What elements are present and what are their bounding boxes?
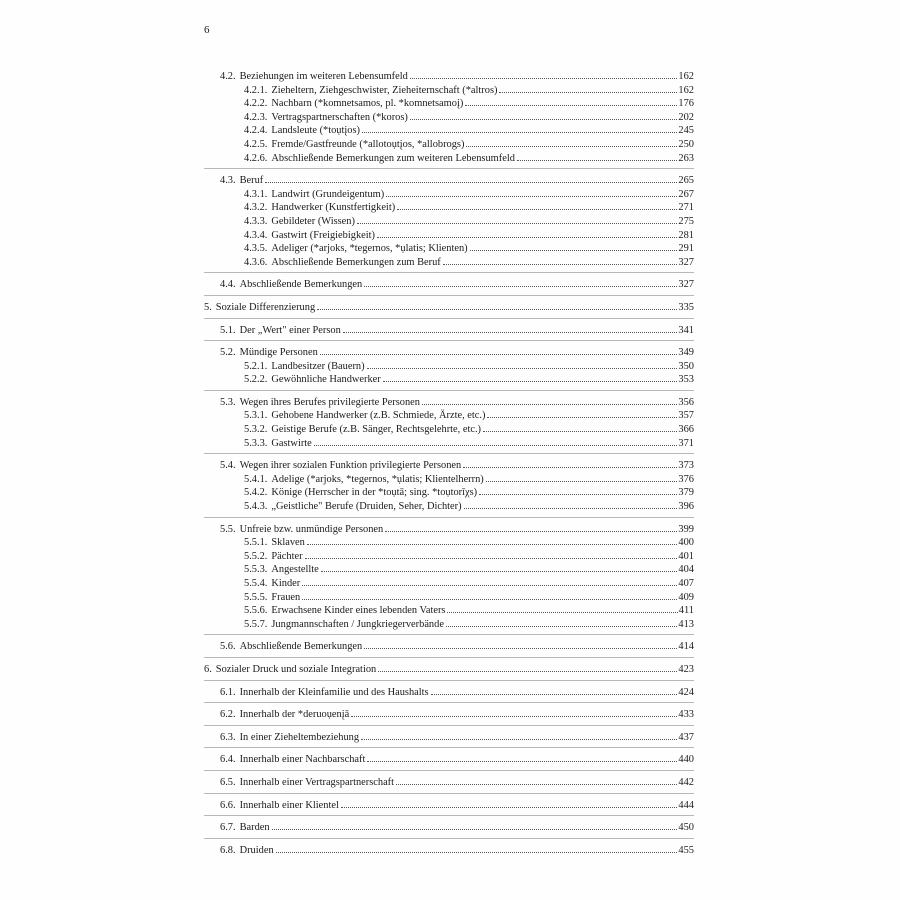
toc-section <box>204 686 694 704</box>
toc-entry-page: 327 <box>678 256 694 268</box>
toc-entry-number: 5.5.7. <box>244 618 268 630</box>
toc-entry-page: 444 <box>678 799 694 811</box>
toc-entry-page: 162 <box>678 84 694 96</box>
dot-leader <box>307 544 678 545</box>
toc-section <box>204 278 694 296</box>
dot-leader <box>302 585 677 586</box>
toc-entry[interactable] <box>204 423 694 437</box>
toc-entry-number: 4.2. <box>220 71 236 82</box>
page-number: 6 <box>204 24 210 36</box>
dot-leader <box>517 160 678 161</box>
toc-entry[interactable] <box>204 152 694 166</box>
toc-entry-number: 5.4. <box>220 460 236 472</box>
toc-entry-title: Gastwirte <box>271 437 312 449</box>
dot-leader <box>364 286 677 287</box>
toc-section <box>204 776 694 794</box>
toc-entry-title: Fremde/Gastfreunde (*allotoụtįos, *allobrogs) <box>271 138 465 150</box>
toc-entry-title: Gewöhnliche Handwerker <box>271 374 381 386</box>
toc-entry-page: 396 <box>678 501 694 513</box>
toc-entry-page: 450 <box>678 822 694 834</box>
toc-entry-page: 414 <box>678 641 694 653</box>
toc-entry-number: 4.3.6. <box>244 256 268 268</box>
toc-entry-page: 373 <box>678 460 694 472</box>
toc-entry-title: Innerhalb der *deruoụenįā <box>239 709 350 721</box>
toc-entry-title: Innerhalb einer Klientel <box>239 799 339 811</box>
toc-entry[interactable] <box>204 536 694 550</box>
dot-leader <box>410 78 678 79</box>
toc-section <box>204 821 694 839</box>
toc-entry-number: 5.1. <box>220 324 236 336</box>
toc-entry-number: 5.2.1. <box>244 360 268 372</box>
toc-entry-number: 6.6. <box>220 799 236 811</box>
toc-entry-number: 5.5.3. <box>244 564 268 576</box>
toc-entry[interactable] <box>204 409 694 423</box>
dot-leader <box>463 467 677 468</box>
toc-entry-page: 371 <box>678 437 694 449</box>
toc-entry-page: 350 <box>678 360 694 372</box>
toc-entry-title: Der „Wert" einer Person <box>239 324 341 336</box>
toc-entry-page: 176 <box>678 98 694 110</box>
toc-entry-title: Wegen ihrer sozialen Funktion privilegierte Personen <box>239 460 462 472</box>
dot-leader <box>447 612 677 613</box>
toc-entry-page: 265 <box>678 175 694 187</box>
table-of-contents <box>204 70 694 865</box>
toc-entry-page: 401 <box>678 550 694 562</box>
dot-leader <box>317 309 677 310</box>
dot-leader <box>443 264 678 265</box>
toc-entry-number: 6.7. <box>220 822 236 834</box>
toc-entry-page: 271 <box>678 202 694 214</box>
toc-entry[interactable] <box>204 523 694 537</box>
toc-entry-title: Gehobene Handwerker (z.B. Schmiede, Ärzte, etc.) <box>271 410 486 422</box>
toc-entry-number: 5.3. <box>220 396 236 408</box>
toc-entry-title: Abschließende Bemerkungen <box>239 279 363 291</box>
toc-section <box>204 523 694 636</box>
toc-entry-title: Handwerker (Kunstfertigkeit) <box>271 202 396 214</box>
toc-entry[interactable] <box>204 346 694 360</box>
toc-entry-number: 4.2.1. <box>244 84 268 96</box>
toc-entry-page: 404 <box>678 564 694 576</box>
dot-leader <box>465 105 677 106</box>
toc-entry-number: 5.2. <box>220 347 236 359</box>
toc-entry-number: 4.3. <box>220 175 236 187</box>
toc-entry-title: Abschließende Bemerkungen zum Beruf <box>271 256 441 268</box>
toc-entry-title: Innerhalb einer Nachbarschaft <box>239 754 366 766</box>
dot-leader <box>378 671 677 672</box>
toc-entry[interactable] <box>204 591 694 605</box>
toc-entry-title: Könige (Herrscher in der *toụtā; sing. *toụtorīχs) <box>271 487 478 499</box>
toc-entry[interactable] <box>204 550 694 564</box>
toc-entry-title: Mündige Personen <box>239 347 318 359</box>
toc-entry[interactable] <box>204 373 694 387</box>
toc-entry-title: Landsleute (*toụtįos) <box>271 125 360 137</box>
toc-entry-number: 4.2.3. <box>244 111 268 123</box>
toc-entry-page: 341 <box>678 324 694 336</box>
toc-entry[interactable] <box>204 201 694 215</box>
toc-entry-page: 433 <box>678 709 694 721</box>
toc-entry-number: 4.3.4. <box>244 229 268 241</box>
toc-section <box>204 731 694 749</box>
toc-entry[interactable] <box>204 174 694 188</box>
toc-entry-number: 5.3.1. <box>244 410 268 422</box>
toc-entry-title: Sklaven <box>271 537 305 549</box>
toc-entry[interactable] <box>204 459 694 473</box>
toc-section <box>204 70 694 169</box>
toc-section <box>204 663 694 681</box>
toc-entry-number: 5. <box>204 301 212 313</box>
toc-entry[interactable] <box>204 708 694 722</box>
toc-entry-number: 5.5. <box>220 523 236 535</box>
toc-entry-title: Erwachsene Kinder eines lebenden Vaters <box>271 605 446 617</box>
dot-leader <box>367 368 678 369</box>
toc-entry-number: 5.4.3. <box>244 501 268 513</box>
toc-entry[interactable] <box>204 229 694 243</box>
toc-entry-number: 5.3.3. <box>244 437 268 449</box>
dot-leader <box>321 571 678 572</box>
toc-entry-title: Vertragspartnerschaften (*koros) <box>271 111 408 123</box>
toc-entry-title: Barden <box>239 822 270 834</box>
toc-entry-page: 162 <box>678 71 694 82</box>
toc-entry-page: 413 <box>678 618 694 630</box>
toc-entry-title: Gebildeter (Wissen) <box>271 215 355 227</box>
toc-entry[interactable] <box>204 256 694 270</box>
toc-entry[interactable] <box>204 301 694 315</box>
dot-leader <box>302 599 677 600</box>
toc-entry-title: Beruf <box>239 175 264 187</box>
toc-section <box>204 324 694 342</box>
dot-leader <box>361 739 677 740</box>
toc-entry-title: Beziehungen im weiteren Lebensumfeld <box>239 71 408 82</box>
toc-entry-page: 349 <box>678 347 694 359</box>
toc-entry-title: Sozialer Druck und soziale Integration <box>215 663 377 675</box>
toc-entry-number: 6.3. <box>220 731 236 743</box>
toc-section <box>204 799 694 817</box>
dot-leader <box>479 494 677 495</box>
toc-section <box>204 346 694 391</box>
dot-leader <box>386 196 677 197</box>
toc-entry-page: 281 <box>678 229 694 241</box>
toc-entry-page: 411 <box>678 605 694 617</box>
toc-entry-title: Zieheltern, Ziehgeschwister, Zieheiternschaft (*altros) <box>271 84 498 96</box>
toc-entry-page: 353 <box>678 374 694 386</box>
toc-entry-page: 440 <box>678 754 694 766</box>
toc-entry-page: 327 <box>678 279 694 291</box>
dot-leader <box>396 784 677 785</box>
toc-entry[interactable] <box>204 776 694 790</box>
toc-entry-number: 5.5.5. <box>244 591 268 603</box>
dot-leader <box>276 852 678 853</box>
dot-leader <box>470 250 678 251</box>
toc-entry-number: 5.5.1. <box>244 537 268 549</box>
toc-entry-title: „Geistliche" Berufe (Druiden, Seher, Dichter) <box>271 501 462 513</box>
toc-entry-title: Geistige Berufe (z.B. Sänger, Rechtsgelehrte, etc.) <box>271 424 482 436</box>
toc-entry[interactable] <box>204 360 694 374</box>
toc-entry-number: 6.1. <box>220 686 236 698</box>
toc-entry-number: 4.3.3. <box>244 215 268 227</box>
toc-section <box>204 459 694 517</box>
toc-entry-number: 6.5. <box>220 776 236 788</box>
toc-entry-title: Kinder <box>271 578 301 589</box>
toc-entry-title: Jungmannschaften / Jungkriegerverbände <box>271 618 444 630</box>
dot-leader <box>464 508 678 509</box>
dot-leader <box>397 209 677 210</box>
dot-leader <box>320 354 678 355</box>
toc-section <box>204 708 694 726</box>
toc-entry-number: 5.5.6. <box>244 605 268 617</box>
dot-leader <box>431 694 678 695</box>
dot-leader <box>385 531 677 532</box>
toc-entry[interactable] <box>204 396 694 410</box>
dot-leader <box>341 807 678 808</box>
toc-entry-number: 5.5.4. <box>244 578 268 589</box>
toc-section <box>204 396 694 454</box>
toc-entry-page: 291 <box>678 243 694 255</box>
toc-entry[interactable] <box>204 731 694 745</box>
toc-entry-number: 6.4. <box>220 754 236 766</box>
dot-leader <box>367 761 677 762</box>
dot-leader <box>377 237 677 238</box>
toc-entry-title: Gastwirt (Freigiebigkeit) <box>271 229 375 241</box>
toc-section <box>204 301 694 319</box>
toc-entry-page: 455 <box>678 844 694 856</box>
toc-entry[interactable] <box>204 97 694 111</box>
dot-leader <box>357 223 677 224</box>
toc-entry-title: Pächter <box>271 550 303 562</box>
dot-leader <box>305 558 678 559</box>
toc-entry-number: 4.4. <box>220 279 236 291</box>
toc-entry-page: 202 <box>678 111 694 123</box>
toc-entry-title: Abschließende Bemerkungen <box>239 641 363 653</box>
dot-leader <box>410 119 678 120</box>
toc-entry-page: 356 <box>678 396 694 408</box>
toc-entry-number: 4.2.5. <box>244 138 268 150</box>
toc-entry-page: 424 <box>678 686 694 698</box>
toc-entry[interactable] <box>204 124 694 138</box>
toc-entry-number: 4.3.5. <box>244 243 268 255</box>
dot-leader <box>383 381 678 382</box>
toc-entry-number: 6. <box>204 663 212 675</box>
toc-entry-title: Adeliger (*arjoks, *tegernos, *ụlatis; Klienten) <box>271 243 468 255</box>
toc-entry-number: 6.8. <box>220 844 236 856</box>
toc-entry[interactable] <box>204 188 694 202</box>
dot-leader <box>265 182 677 183</box>
toc-section <box>204 753 694 771</box>
toc-entry-title: In einer Zieheltembeziehung <box>239 731 360 743</box>
toc-entry-number: 4.2.6. <box>244 152 268 164</box>
toc-entry-page: 442 <box>678 776 694 788</box>
toc-entry[interactable] <box>204 473 694 487</box>
toc-entry[interactable] <box>204 138 694 152</box>
toc-entry-number: 6.2. <box>220 709 236 721</box>
toc-entry-page: 376 <box>678 473 694 485</box>
dot-leader <box>446 626 677 627</box>
toc-entry-page: 399 <box>678 523 694 535</box>
toc-entry-title: Innerhalb einer Vertragspartnerschaft <box>239 776 395 788</box>
toc-entry-number: 5.4.2. <box>244 487 268 499</box>
toc-entry-number: 5.4.1. <box>244 473 268 485</box>
toc-entry[interactable] <box>204 799 694 813</box>
toc-entry-title: Soziale Differenzierung <box>215 301 316 313</box>
toc-entry-page: 267 <box>678 188 694 200</box>
toc-entry[interactable] <box>204 70 694 84</box>
toc-entry-title: Frauen <box>271 591 301 603</box>
toc-section <box>204 844 694 861</box>
dot-leader <box>314 445 678 446</box>
toc-entry[interactable] <box>204 324 694 338</box>
toc-entry[interactable] <box>204 437 694 451</box>
toc-entry-number: 4.2.2. <box>244 98 268 110</box>
toc-entry-number: 4.3.2. <box>244 202 268 214</box>
toc-entry-title: Adelige (*arjoks, *tegernos, *ụlatis; Klientelherrn) <box>271 473 484 485</box>
toc-entry[interactable] <box>204 753 694 767</box>
dot-leader <box>487 417 677 418</box>
dot-leader <box>364 648 677 649</box>
toc-entry-number: 4.2.4. <box>244 125 268 137</box>
toc-section <box>204 640 694 658</box>
toc-entry-page: 407 <box>678 578 694 589</box>
toc-entry[interactable] <box>204 486 694 500</box>
toc-entry-title: Angestellte <box>271 564 319 576</box>
toc-entry-title: Nachbarn (*komnetsamos, pl. *komnetsamoį) <box>271 98 464 110</box>
toc-section <box>204 174 694 273</box>
dot-leader <box>466 146 677 147</box>
toc-entry[interactable] <box>204 84 694 98</box>
toc-entry-title: Druiden <box>239 844 274 856</box>
toc-entry-page: 263 <box>678 152 694 164</box>
toc-entry-page: 245 <box>678 125 694 137</box>
toc-entry[interactable] <box>204 242 694 256</box>
toc-entry-page: 357 <box>678 410 694 422</box>
dot-leader <box>499 92 677 93</box>
toc-entry-page: 379 <box>678 487 694 499</box>
toc-entry-page: 366 <box>678 424 694 436</box>
toc-entry-number: 5.2.2. <box>244 374 268 386</box>
toc-entry[interactable] <box>204 686 694 700</box>
toc-entry[interactable] <box>204 604 694 618</box>
toc-entry-title: Unfreie bzw. unmündige Personen <box>239 523 384 535</box>
toc-entry[interactable] <box>204 663 694 677</box>
toc-entry[interactable] <box>204 563 694 577</box>
toc-entry[interactable] <box>204 111 694 125</box>
dot-leader <box>362 132 677 133</box>
toc-entry-page: 250 <box>678 138 694 150</box>
toc-entry[interactable] <box>204 844 694 858</box>
dot-leader <box>486 481 678 482</box>
toc-entry-title: Wegen ihres Berufes privilegierte Personen <box>239 396 420 408</box>
toc-entry-number: 5.5.2. <box>244 550 268 562</box>
toc-entry-number: 5.3.2. <box>244 424 268 436</box>
dot-leader <box>343 332 678 333</box>
toc-entry[interactable] <box>204 618 694 632</box>
toc-entry-page: 409 <box>678 591 694 603</box>
toc-entry[interactable] <box>204 640 694 654</box>
toc-entry[interactable] <box>204 215 694 229</box>
toc-entry[interactable] <box>204 500 694 514</box>
toc-entry-title: Abschließende Bemerkungen zum weiteren Lebensumfeld <box>271 152 515 164</box>
toc-entry-page: 437 <box>678 731 694 743</box>
toc-entry-page: 400 <box>678 537 694 549</box>
dot-leader <box>351 716 677 717</box>
toc-entry-page: 423 <box>678 663 694 675</box>
toc-entry-title: Landbesitzer (Bauern) <box>271 360 365 372</box>
toc-entry-number: 5.6. <box>220 641 236 653</box>
toc-entry-number: 4.3.1. <box>244 188 268 200</box>
dot-leader <box>272 829 678 830</box>
dot-leader <box>483 431 677 432</box>
toc-entry-title: Landwirt (Grundeigentum) <box>271 188 385 200</box>
toc-entry[interactable] <box>204 278 694 292</box>
toc-entry-title: Innerhalb der Kleinfamilie und des Haushalts <box>239 686 429 698</box>
dot-leader <box>422 404 677 405</box>
toc-entry[interactable] <box>204 821 694 835</box>
toc-entry[interactable] <box>204 577 694 591</box>
toc-entry-page: 275 <box>678 215 694 227</box>
toc-entry-page: 335 <box>678 301 694 313</box>
